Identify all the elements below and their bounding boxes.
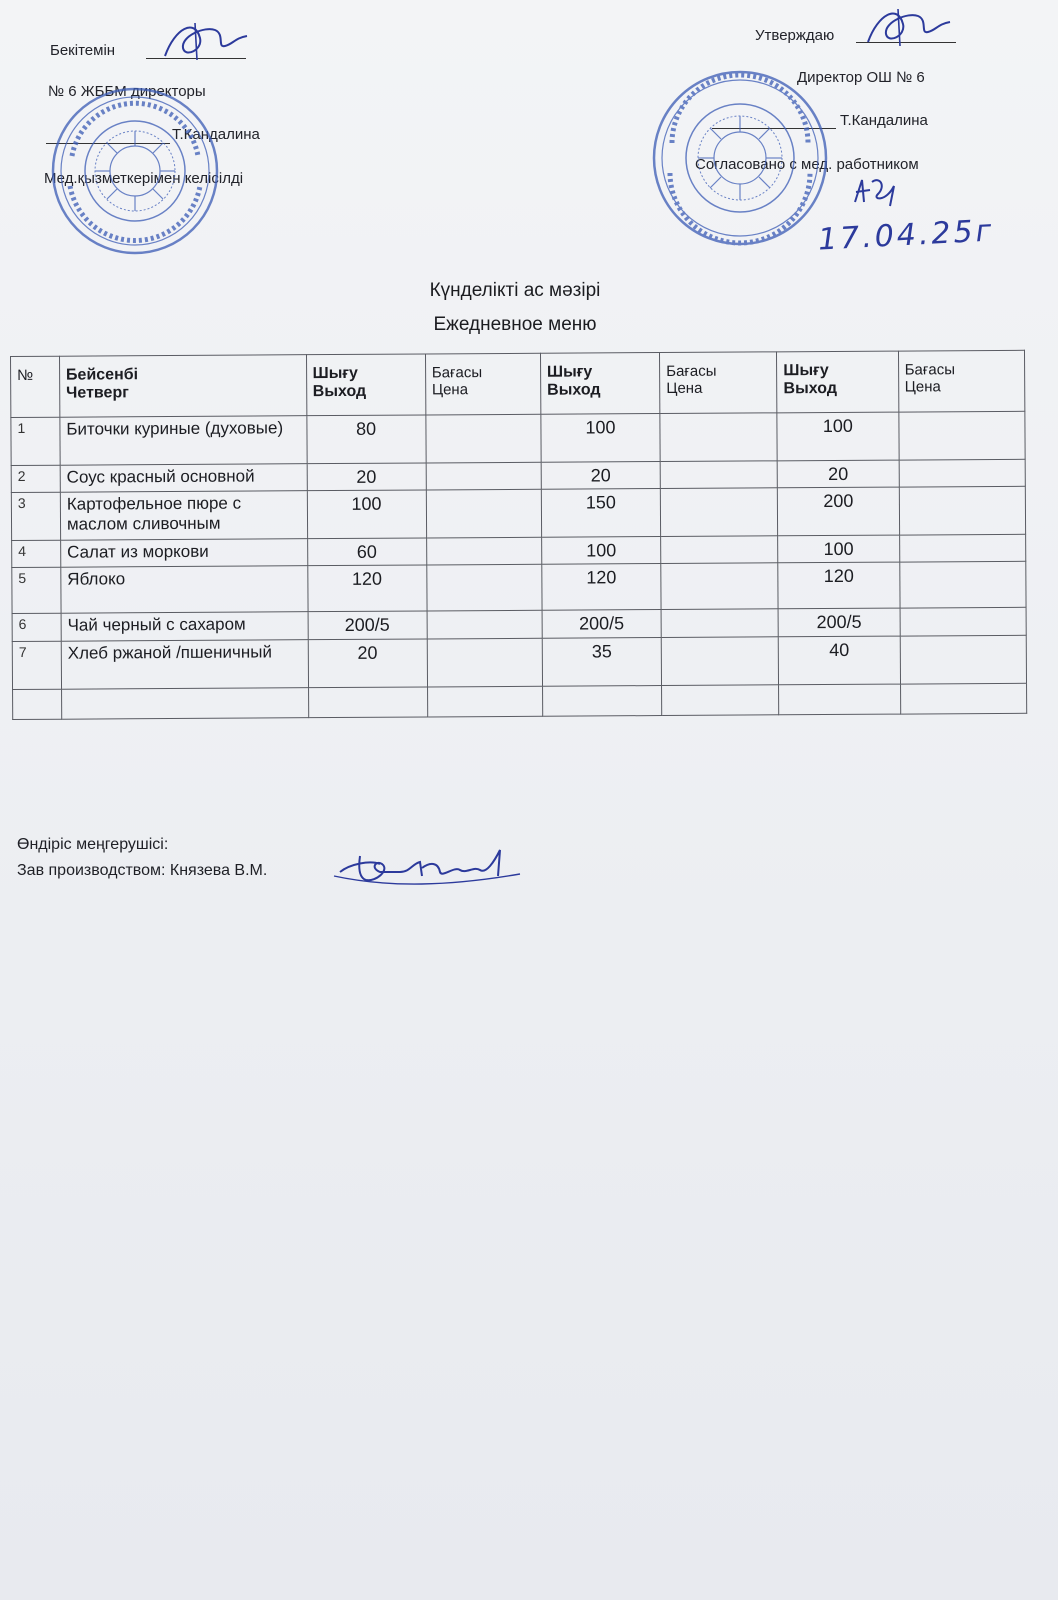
price-value xyxy=(661,563,778,610)
output-value: 200 xyxy=(778,487,900,536)
row-number: 1 xyxy=(11,417,60,465)
output-value: 100 xyxy=(542,537,661,565)
row-number xyxy=(13,689,62,719)
price-value xyxy=(899,486,1026,535)
price-value xyxy=(427,564,542,611)
header-output-3: Шығу Выход xyxy=(777,351,899,413)
output-value: 100 xyxy=(778,535,899,563)
output-value: 100 xyxy=(307,490,427,539)
row-number: 4 xyxy=(12,540,61,567)
price-value xyxy=(660,413,777,462)
director-line-ru: Директор ОШ № 6 xyxy=(797,69,925,86)
row-number: 6 xyxy=(12,613,61,641)
school-seal-right xyxy=(650,68,830,248)
med-agreed-kz: Мед.қызметкерімен келісілді xyxy=(44,170,244,187)
table-row xyxy=(11,411,1025,465)
production-head-signature xyxy=(330,842,530,892)
output-value: 200/5 xyxy=(308,611,427,640)
price-value xyxy=(900,635,1027,684)
price-value xyxy=(899,561,1026,608)
output-value: 40 xyxy=(779,636,901,685)
header-price-2: Бағасы Цена xyxy=(660,352,778,414)
output-value: 20 xyxy=(777,460,898,488)
row-number: 5 xyxy=(12,567,61,613)
price-value xyxy=(426,489,541,538)
price-value xyxy=(661,609,778,638)
price-value xyxy=(900,683,1027,714)
price-value xyxy=(660,461,777,489)
row-number: 3 xyxy=(11,492,60,540)
handwritten-date: 17.04.25г xyxy=(817,213,996,258)
output-value: 60 xyxy=(307,538,426,566)
director-signature-right xyxy=(858,4,958,54)
price-value xyxy=(661,536,778,564)
approve-label-ru: Утверждаю xyxy=(755,27,835,44)
table-row xyxy=(12,561,1026,613)
menu-table xyxy=(10,350,1027,720)
header-output-2: Шығу Выход xyxy=(540,353,660,415)
dish-name: Салат из моркови xyxy=(61,539,308,568)
table-row xyxy=(11,486,1025,540)
price-value xyxy=(661,637,778,686)
output-value xyxy=(779,684,900,715)
output-value: 80 xyxy=(306,415,426,464)
output-value: 120 xyxy=(778,562,900,609)
header-price-3: Бағасы Цена xyxy=(898,350,1025,412)
price-value xyxy=(427,638,542,687)
school-seal-left xyxy=(50,86,220,256)
menu-title-ru: Ежедневное меню xyxy=(433,314,597,335)
dish-name: Чай черный с сахаром xyxy=(61,612,308,642)
row-number: 2 xyxy=(11,465,60,492)
output-value: 200/5 xyxy=(778,608,899,637)
price-value xyxy=(660,488,777,537)
header-price-1: Бағасы Цена xyxy=(425,353,541,415)
dish-name: Соус красный основной xyxy=(60,464,307,493)
med-worker-signature xyxy=(850,172,910,212)
dish-name xyxy=(61,688,308,720)
price-value xyxy=(427,610,542,639)
price-value xyxy=(899,459,1026,487)
output-value: 150 xyxy=(541,489,661,538)
footer-label-kz: Өндіріс меңгерушісі: xyxy=(17,836,169,853)
header-day: Бейсенбі Четверг xyxy=(59,355,306,418)
table-row xyxy=(12,635,1026,689)
price-value xyxy=(426,462,541,490)
price-value xyxy=(662,685,779,716)
director-signature-left xyxy=(155,18,255,68)
output-value: 35 xyxy=(542,638,662,687)
price-value xyxy=(899,534,1026,562)
output-value: 20 xyxy=(308,639,428,688)
output-value: 120 xyxy=(542,564,661,611)
table-row xyxy=(13,683,1027,719)
approve-label-kz: Бекітемін xyxy=(50,42,116,59)
director-name-ru: Т.Кандалина xyxy=(840,112,928,129)
price-value xyxy=(426,414,541,463)
output-value: 100 xyxy=(777,412,899,461)
output-value: 20 xyxy=(541,462,660,490)
dish-name: Биточки куриные (духовые) xyxy=(60,416,307,466)
director-line-kz: № 6 ЖББМ директоры xyxy=(48,83,206,100)
price-value xyxy=(898,411,1025,460)
med-agreed-ru: Согласовано с мед. работником xyxy=(695,156,919,173)
dish-name: Хлеб ржаной /пшеничный xyxy=(61,640,308,690)
dish-name: Картофельное пюре с маслом сливочным xyxy=(60,491,307,541)
menu-title-kz: Күнделікті ас мәзірі xyxy=(429,280,601,301)
output-value: 100 xyxy=(541,414,661,463)
output-value: 20 xyxy=(307,463,426,491)
price-value xyxy=(426,537,541,565)
output-value: 120 xyxy=(307,565,426,612)
price-value xyxy=(900,607,1027,636)
output-value xyxy=(308,687,427,718)
output-value: 200/5 xyxy=(542,610,661,639)
row-number: 7 xyxy=(12,641,61,689)
header-num: № xyxy=(11,356,60,417)
footer-label-ru: Зав производством: Князева В.М. xyxy=(17,862,268,879)
table-header-row xyxy=(11,350,1025,417)
price-value xyxy=(427,686,542,717)
director-name-kz: Т.Кандалина xyxy=(172,126,260,143)
dish-name: Яблоко xyxy=(61,566,308,614)
header-output-1: Шығу Выход xyxy=(306,354,426,416)
output-value xyxy=(542,686,661,717)
